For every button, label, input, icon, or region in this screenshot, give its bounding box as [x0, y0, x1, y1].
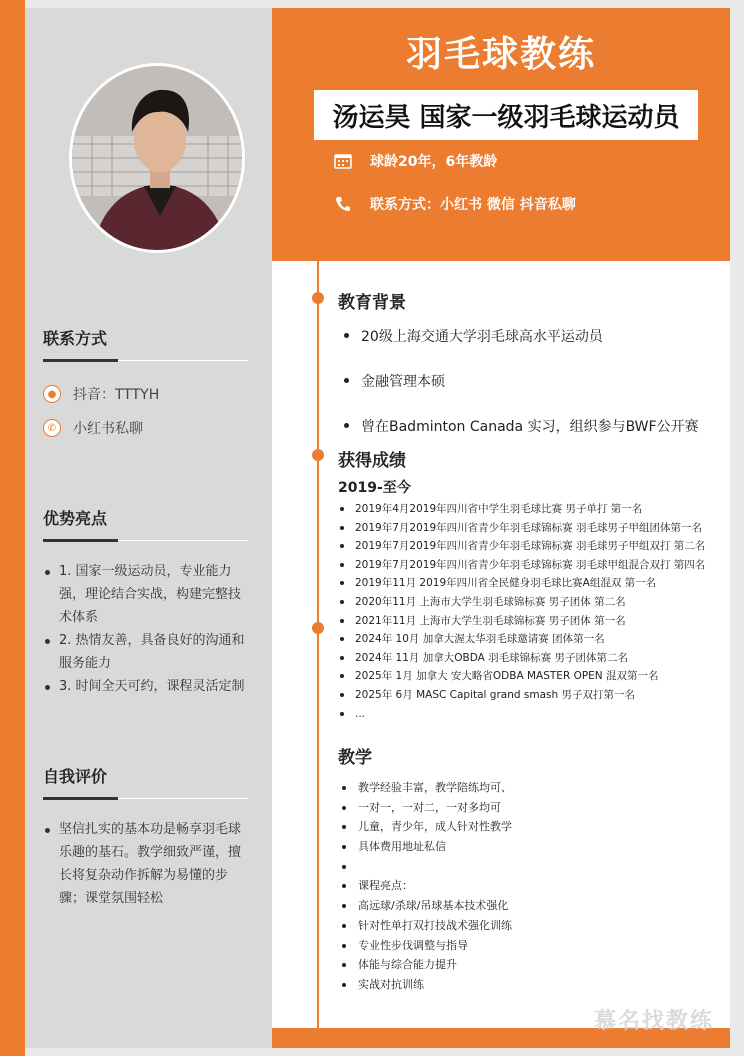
header	[272, 8, 730, 261]
experience-row	[334, 151, 497, 171]
list-item: 实战对抗训练	[342, 975, 512, 995]
profile-photo	[69, 63, 245, 253]
list-item: 2025年 6月 MASC Capital grand smash 男子双打第一名	[340, 686, 705, 705]
list-item: 教学经验丰富，教学陪练均可、	[342, 778, 512, 798]
achievements-period: 2019-至今	[338, 480, 411, 496]
section-divider	[43, 359, 248, 362]
self-eval-section	[43, 764, 248, 910]
list-item: 2. 热情友善，具备良好的沟通和服务能力	[43, 629, 248, 675]
contact-douyin	[43, 384, 248, 404]
name-banner: 汤运昊 国家一级羽毛球运动员	[314, 90, 698, 140]
left-accent-bar	[0, 0, 25, 1056]
self-eval-list	[43, 818, 248, 910]
list-item: 1. 国家一级运动员，专业能力强，理论结合实战，构建完整技术体系	[43, 560, 248, 629]
timeline-dot	[312, 292, 324, 304]
list-item: 2019年11月 2019年四川省全民健身羽毛球比赛A组混双 第一名	[340, 574, 705, 593]
list-item: 2021年11月 上海市大学生羽毛球锦标赛 男子团体 第一名	[340, 612, 705, 631]
strengths-section-title: 优势亮点	[43, 509, 108, 528]
list-item: 针对性单打双打技战术强化训练	[342, 916, 512, 936]
chat-icon: ●	[43, 385, 61, 403]
list-item: 2019年7月2019年四川省青少年羽毛球锦标赛 羽毛球男子甲组团体第一名	[340, 519, 705, 538]
timeline-line	[317, 261, 319, 1028]
list-item: 课程亮点：	[342, 876, 512, 896]
timeline-dot	[312, 622, 324, 634]
list-item: 坚信扎实的基本功是畅享羽毛球乐趣的基石。教学细致严谨，擅长将复杂动作拆解为易懂的步骤；课堂氛围轻松	[43, 818, 248, 910]
achievements-list	[340, 500, 705, 723]
contact-section-title: 联系方式	[43, 329, 108, 348]
section-divider	[43, 797, 248, 800]
list-item: 具体费用地址私信	[342, 837, 512, 857]
list-item: 2019年4月2019年四川省中学生羽毛球比赛 男子单打 第一名	[340, 500, 705, 519]
list-item: 专业性步伐调整与指导	[342, 936, 512, 956]
calendar-icon	[334, 152, 352, 170]
list-item: 2020年11月 上海市大学生羽毛球锦标赛 男子团体 第二名	[340, 593, 705, 612]
list-item: 体能与综合能力提升	[342, 955, 512, 975]
phone-icon: ✆	[43, 419, 61, 437]
contact-row	[334, 194, 576, 214]
list-item: 2024年 10月 加拿大渥太华羽毛球邀请赛 团体第一名	[340, 630, 705, 649]
strengths-list	[43, 560, 248, 698]
watermark: 慕名找教练	[594, 1009, 715, 1034]
contact-xiaohongshu-text: 小红书私聊	[73, 421, 143, 437]
contact-douyin-text: 抖音：TTTYH	[73, 387, 160, 403]
list-item: 2019年7月2019年四川省青少年羽毛球锦标赛 羽毛球甲组混合双打 第四名	[340, 556, 705, 575]
self-eval-section-title: 自我评价	[43, 767, 108, 786]
right-margin	[730, 0, 744, 1056]
education-list	[344, 326, 699, 461]
list-item: 3. 时间全天可约，课程灵活定制	[43, 675, 248, 698]
achievements-title: 获得成绩	[338, 451, 406, 471]
main-content	[272, 8, 730, 1048]
phone-icon	[334, 195, 352, 213]
list-item: 20级上海交通大学羽毛球高水平运动员	[344, 326, 699, 371]
list-item: 2025年 1月 加拿大 安大略省ODBA MASTER OPEN 混双第一名	[340, 667, 705, 686]
contact-text: 联系方式：小红书 微信 抖音私聊	[370, 197, 576, 213]
sidebar	[25, 8, 272, 1048]
list-item: 2019年7月2019年四川省青少年羽毛球锦标赛 羽毛球男子甲组双打 第二名	[340, 537, 705, 556]
section-divider	[43, 539, 248, 542]
list-item: 2024年 11月 加拿大OBDA 羽毛球锦标赛 男子团体第二名	[340, 649, 705, 668]
teaching-title: 教学	[338, 748, 372, 768]
timeline-dot	[312, 449, 324, 461]
teaching-list	[342, 778, 512, 995]
list-item: 曾在Badminton Canada 实习，组织参与BWF公开赛	[344, 416, 699, 461]
strengths-section	[43, 506, 248, 698]
experience-text: 球龄20年，6年教龄	[370, 154, 498, 170]
list-item: 一对一，一对二，一对多均可	[342, 798, 512, 818]
contact-xiaohongshu	[43, 418, 248, 438]
list-item	[342, 857, 512, 877]
list-item: 儿童，青少年，成人针对性教学	[342, 817, 512, 837]
list-item: ...	[340, 705, 705, 724]
education-title: 教育背景	[338, 293, 406, 313]
list-item: 高远球/杀球/吊球基本技术强化	[342, 896, 512, 916]
list-item: 金融管理本硕	[344, 371, 699, 416]
page-title: 羽毛球教练	[405, 34, 596, 75]
contact-section	[43, 326, 248, 438]
